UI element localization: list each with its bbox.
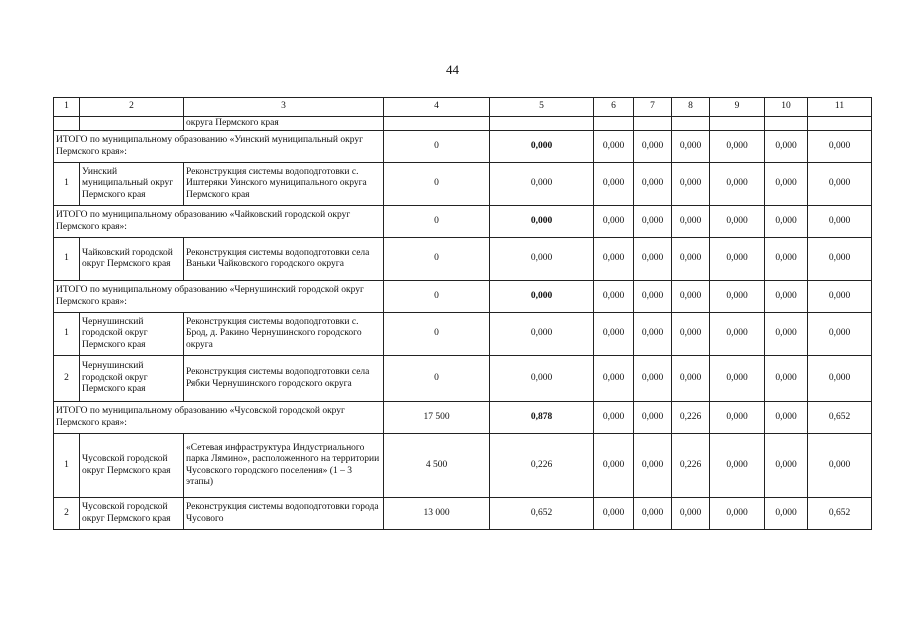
value-col-5: 0,878 xyxy=(490,402,594,434)
value-col-9: 0,000 xyxy=(710,163,765,206)
row-number: 1 xyxy=(54,313,80,356)
table-row xyxy=(54,163,872,206)
column-header: 3 xyxy=(184,98,384,117)
value-col-8: 0,226 xyxy=(672,402,710,434)
value-col-10: 0,000 xyxy=(765,131,808,163)
column-header: 8 xyxy=(672,98,710,117)
column-header: 7 xyxy=(634,98,672,117)
total-row xyxy=(54,206,872,238)
value-col-11: 0,000 xyxy=(808,313,872,356)
value-col-8: 0,000 xyxy=(672,238,710,281)
value-col-10: 0,000 xyxy=(765,313,808,356)
value-col-6: 0,000 xyxy=(594,356,634,402)
description-cell: Реконструкция системы водоподготовки села Ваньки Чайковского городского округа xyxy=(184,238,384,281)
value-col-9: 0,000 xyxy=(710,434,765,498)
value-col-4: 0 xyxy=(384,356,490,402)
value-col-5: 0,000 xyxy=(490,131,594,163)
value-col-5: 0,000 xyxy=(490,206,594,238)
organization-cell: Чернушинский городской округ Пермского края xyxy=(80,313,184,356)
table-row xyxy=(54,238,872,281)
value-col-7: 0,000 xyxy=(634,356,672,402)
value-col-7: 0,000 xyxy=(634,313,672,356)
page-number: 44 xyxy=(446,62,459,77)
value-col-11: 0,000 xyxy=(808,238,872,281)
value-col-4: 0 xyxy=(384,131,490,163)
value-col-10: 0,000 xyxy=(765,402,808,434)
data-table xyxy=(53,97,872,530)
value-col-11: 0,000 xyxy=(808,163,872,206)
total-label: ИТОГО по муниципальному образованию «Чернушинский городской округ Пермского края»: xyxy=(54,281,384,313)
value-col-5: 0,000 xyxy=(490,281,594,313)
value-col-4: 0 xyxy=(384,206,490,238)
value-col-9: 0,000 xyxy=(710,131,765,163)
value-col-9: 0,000 xyxy=(710,498,765,530)
description-cell: Реконструкция системы водоподготовки города Чусового xyxy=(184,498,384,530)
value-col-9: 0,000 xyxy=(710,356,765,402)
value-col-9: 0,000 xyxy=(710,206,765,238)
value-col-5: 0,000 xyxy=(490,313,594,356)
value-col-5: 0,000 xyxy=(490,238,594,281)
description-cell: Реконструкция системы водоподготовки села Рябки Чернушинского городского округа xyxy=(184,356,384,402)
organization-cell: Чайковский городской округ Пермского края xyxy=(80,238,184,281)
total-row xyxy=(54,131,872,163)
continuation-row xyxy=(54,117,872,131)
value-col-11: 0,000 xyxy=(808,206,872,238)
value-col-10: 0,000 xyxy=(765,356,808,402)
row-number: 2 xyxy=(54,498,80,530)
value-col-8: 0,000 xyxy=(672,356,710,402)
table-row xyxy=(54,313,872,356)
value-col-6: 0,000 xyxy=(594,131,634,163)
value-col-4: 0 xyxy=(384,313,490,356)
value-col-10: 0,000 xyxy=(765,281,808,313)
value-col-5: 0,652 xyxy=(490,498,594,530)
value-col-9: 0,000 xyxy=(710,238,765,281)
column-header: 5 xyxy=(490,98,594,117)
value-col-5: 0,226 xyxy=(490,434,594,498)
total-row xyxy=(54,281,872,313)
value-col-8: 0,000 xyxy=(672,163,710,206)
column-header: 4 xyxy=(384,98,490,117)
value-col-4: 13 000 xyxy=(384,498,490,530)
column-header: 6 xyxy=(594,98,634,117)
row-number: 1 xyxy=(54,163,80,206)
value-col-5: 0,000 xyxy=(490,356,594,402)
value-col-8: 0,000 xyxy=(672,131,710,163)
total-label: ИТОГО по муниципальному образованию «Чайковский городской округ Пермского края»: xyxy=(54,206,384,238)
value-col-6: 0,000 xyxy=(594,163,634,206)
value-col-7: 0,000 xyxy=(634,498,672,530)
organization-cell: Чусовской городской округ Пермского края xyxy=(80,498,184,530)
value-col-10: 0,000 xyxy=(765,498,808,530)
value-col-9: 0,000 xyxy=(710,281,765,313)
value-col-7: 0,000 xyxy=(634,281,672,313)
total-label: ИТОГО по муниципальному образованию «Чусовской городской округ Пермского края»: xyxy=(54,402,384,434)
value-col-6: 0,000 xyxy=(594,498,634,530)
column-header: 10 xyxy=(765,98,808,117)
table-row xyxy=(54,498,872,530)
value-col-11: 0,652 xyxy=(808,402,872,434)
value-col-10: 0,000 xyxy=(765,238,808,281)
value-col-6: 0,000 xyxy=(594,313,634,356)
value-col-11: 0,000 xyxy=(808,281,872,313)
value-col-4: 0 xyxy=(384,163,490,206)
value-col-9: 0,000 xyxy=(710,402,765,434)
description-cell: Реконструкция системы водоподготовки с. Иштеряки Уинского муниципального округа Пермского края xyxy=(184,163,384,206)
value-col-4: 0 xyxy=(384,238,490,281)
value-col-6: 0,000 xyxy=(594,281,634,313)
value-col-11: 0,000 xyxy=(808,356,872,402)
value-col-11: 0,000 xyxy=(808,131,872,163)
value-col-8: 0,226 xyxy=(672,434,710,498)
total-label: ИТОГО по муниципальному образованию «Уинский муниципальный округ Пермского края»: xyxy=(54,131,384,163)
value-col-7: 0,000 xyxy=(634,206,672,238)
row-number: 1 xyxy=(54,434,80,498)
value-col-7: 0,000 xyxy=(634,402,672,434)
value-col-4: 0 xyxy=(384,281,490,313)
total-row xyxy=(54,402,872,434)
column-header: 1 xyxy=(54,98,80,117)
value-col-11: 0,000 xyxy=(808,434,872,498)
column-header: 9 xyxy=(710,98,765,117)
value-col-11: 0,652 xyxy=(808,498,872,530)
value-col-4: 17 500 xyxy=(384,402,490,434)
value-col-6: 0,000 xyxy=(594,402,634,434)
value-col-4: 4 500 xyxy=(384,434,490,498)
value-col-6: 0,000 xyxy=(594,206,634,238)
organization-cell: Чусовской городской округ Пермского края xyxy=(80,434,184,498)
table-body xyxy=(54,98,872,530)
row-number: 2 xyxy=(54,356,80,402)
table-row xyxy=(54,356,872,402)
value-col-8: 0,000 xyxy=(672,313,710,356)
value-col-7: 0,000 xyxy=(634,163,672,206)
continuation-text: округа Пермского края xyxy=(184,117,384,131)
value-col-7: 0,000 xyxy=(634,434,672,498)
value-col-6: 0,000 xyxy=(594,434,634,498)
value-col-6: 0,000 xyxy=(594,238,634,281)
header-row xyxy=(54,98,872,117)
value-col-8: 0,000 xyxy=(672,498,710,530)
value-col-8: 0,000 xyxy=(672,206,710,238)
column-header: 11 xyxy=(808,98,872,117)
value-col-8: 0,000 xyxy=(672,281,710,313)
value-col-7: 0,000 xyxy=(634,238,672,281)
table-row xyxy=(54,434,872,498)
organization-cell: Уинский муниципальный округ Пермского края xyxy=(80,163,184,206)
description-cell: «Сетевая инфраструктура Индустриального парка Лямино», расположенного на территории Чусовского городского поселения» (1 – 3 этапы) xyxy=(184,434,384,498)
value-col-10: 0,000 xyxy=(765,206,808,238)
value-col-10: 0,000 xyxy=(765,163,808,206)
description-cell: Реконструкция системы водоподготовки с. Брод, д. Ракино Чернушинского городского округа xyxy=(184,313,384,356)
value-col-5: 0,000 xyxy=(490,163,594,206)
column-header: 2 xyxy=(80,98,184,117)
value-col-9: 0,000 xyxy=(710,313,765,356)
value-col-7: 0,000 xyxy=(634,131,672,163)
value-col-10: 0,000 xyxy=(765,434,808,498)
organization-cell: Чернушинский городской округ Пермского края xyxy=(80,356,184,402)
row-number: 1 xyxy=(54,238,80,281)
